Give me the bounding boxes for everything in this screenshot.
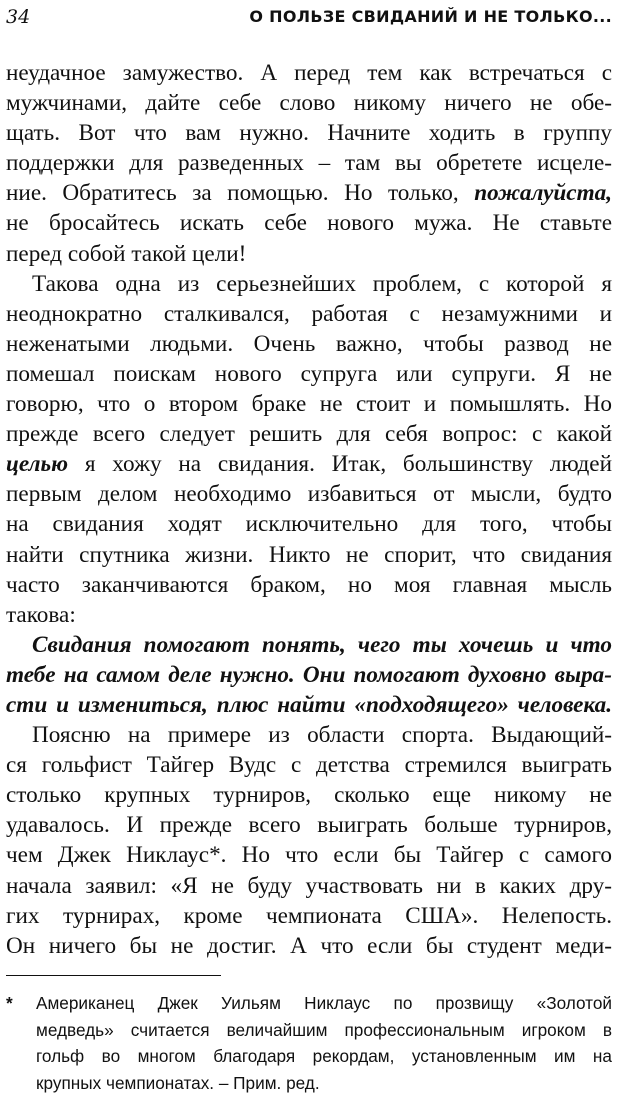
text-line: мужчинами, дайте себе слово никому ничего не обе- <box>6 90 612 117</box>
text-line: ся гольфист Тайгер Вудс с детства стремился выиграть <box>6 752 612 779</box>
footnote-divider <box>6 975 221 976</box>
text-line: удавалось. И прежде всего выиграть больше турниров, <box>6 812 612 839</box>
text-line: Он ничего бы не достиг. А что если бы студент меди- <box>6 932 612 959</box>
text-line: неоднократно сталкивался, работая с незамужними и <box>6 300 612 327</box>
text-line: найти спутника жизни. Никто не спорит, что свидания <box>6 541 612 568</box>
text-line: неженатыми людьми. Очень важно, чтобы развод не <box>6 330 612 357</box>
emphasis-text: целью <box>6 451 69 478</box>
quote-line: сти и измениться, плюс найти «подходящего» человека. <box>6 691 612 718</box>
text-line: говорю, что о втором браке не стоит и помышлять. Но <box>6 391 612 418</box>
text-line: такова: <box>6 601 76 628</box>
emphasis-text: пожалуйста, <box>474 180 612 207</box>
footnote-line: гольф во многом благодаря рекордам, установленным им на <box>36 1046 612 1067</box>
text-line: неудачное замужество. А перед тем как встречаться с <box>6 60 612 86</box>
text-line: щать. Вот что вам нужно. Начните ходить в группу <box>6 120 612 147</box>
footnote-marker: * <box>6 993 13 1013</box>
page-header <box>6 4 612 34</box>
footnote-line: медведь» считается величайшим профессиональным игроком в <box>36 1019 612 1040</box>
text-line: первым делом необходимо избавиться от мысли, будто <box>6 481 612 508</box>
text-line: на свидания ходят исключительно для того, чтобы <box>6 511 612 538</box>
footnote-line: крупных чемпионатах. – Прим. ред. <box>36 1072 320 1093</box>
text-run: я хожу на свидания. Итак, большинству людей <box>68 451 612 478</box>
text-line: помешал поискам нового супруга или супруги. Я не <box>6 360 612 387</box>
text-run: ние. Обратитесь за помощью. Но только, <box>6 180 475 207</box>
footnote-text: Американец Джек Уильям Никлаус по прозвищу «Золотой <box>36 993 612 1013</box>
text-line <box>6 178 612 208</box>
footnote <box>6 990 612 1096</box>
text-line <box>6 449 612 479</box>
body-text <box>6 58 612 961</box>
running-title: О ПОЛЬЗЕ СВИДАНИЙ И НЕ ТОЛЬКО... <box>249 7 612 26</box>
text-line: гих турнирах, кроме чемпионата США». Нелепость. <box>6 902 612 929</box>
text-line: начала заявил: «Я не буду участвовать ни в каких дру- <box>6 872 612 899</box>
text-line: поддержки для разведенных – там вы обретете исцеле- <box>6 150 612 177</box>
text-line: Поясню на примере из области спорта. Выдающий- <box>32 722 612 749</box>
text-line: столько крупных турниров, сколько еще никому не <box>6 782 612 809</box>
text-line: чем Джек Никлаус*. Но что если бы Тайгер с самого <box>6 842 612 869</box>
footnote-line <box>6 990 612 1017</box>
quote-line: тебе на самом деле нужно. Они помогают духовно выра- <box>6 661 612 688</box>
text-line: прежде всего следует решить для себя вопрос: с какой <box>6 421 612 448</box>
text-line: перед собой такой цели! <box>6 240 247 267</box>
quote-line: Свидания помогают понять, чего ты хочешь и что <box>32 631 612 658</box>
text-line: не бросайтесь искать себе нового мужа. Не ставьте <box>6 210 612 237</box>
text-line: часто заканчиваются браком, но моя главная мысль <box>6 571 612 598</box>
text-line: Такова одна из серьезнейших проблем, с которой я <box>32 270 612 297</box>
page-number: 34 <box>6 6 31 28</box>
